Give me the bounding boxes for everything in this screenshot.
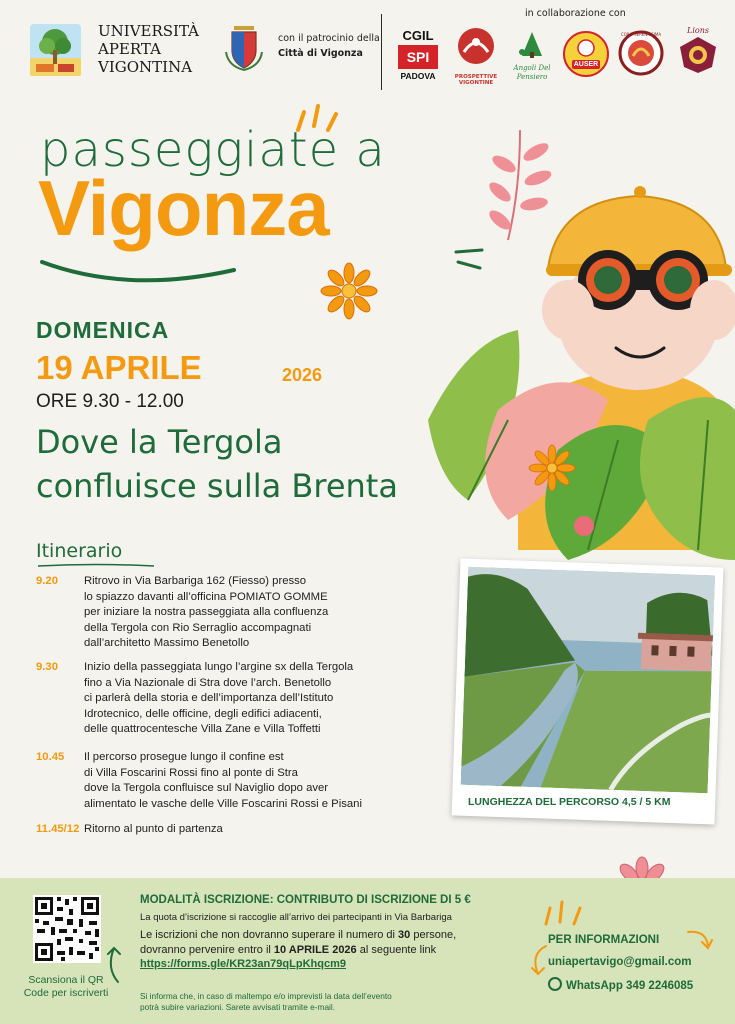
info-sparkle-decoration — [540, 900, 586, 928]
itinerary-item — [36, 660, 456, 740]
explorer-with-binoculars-illustration — [408, 120, 735, 580]
orange-flower-icon — [320, 262, 378, 320]
itinerary-item — [36, 750, 456, 814]
lions-label: Lions — [687, 26, 709, 35]
river-landscape-image — [461, 567, 715, 793]
university-name-line: APERTA — [98, 40, 161, 58]
registration-text: al seguente link — [356, 944, 437, 956]
title-underline-swoosh — [38, 256, 238, 292]
prospettive-vigontine-emblem-icon — [446, 26, 506, 70]
registration-body — [140, 928, 520, 958]
university-name-line: UNIVERSITÀ — [98, 22, 199, 40]
itinerary-item — [36, 822, 456, 840]
prospettive-vigontine-logo — [446, 26, 506, 88]
whatsapp-icon — [548, 977, 562, 991]
info-title: PER INFORMAZIONI — [548, 934, 660, 946]
patronage-line: con il patrocinio della — [278, 33, 380, 44]
event-subtitle — [36, 420, 398, 508]
university-name — [98, 22, 199, 76]
event-time: ORE 9.30 - 12.00 — [36, 391, 184, 412]
river-photo — [461, 567, 715, 793]
itinerary-text: Il percorso prosegue lungo il confine est di Villa Foscarini Rossi fino al ponte di Stra dove la Tergola confluisce sul Naviglio dopo aver alimentato le vasche delle Ville Foscarini Rossi e Pisani — [84, 751, 362, 810]
patronage-text — [278, 31, 380, 61]
vigonza-coat-of-arms-icon — [222, 22, 266, 72]
route-length-caption: LUNGHEZZA DEL PERCORSO 4,5 / 5 KM — [468, 796, 671, 808]
registration-body-line-2 — [140, 943, 520, 958]
prospettive-vigontine-label: PROSPETTIVE VIGONTINE — [454, 74, 498, 86]
registration-body-line-1 — [140, 928, 520, 943]
angoli-del-pensiero-tree-icon — [512, 28, 552, 60]
title-line-2: Vigonza — [38, 164, 329, 252]
registration-note: La quota d’iscrizione si raccoglie all’arrivo dei partecipanti in Via Barbariga — [140, 912, 452, 923]
registration-qr-code[interactable] — [33, 895, 101, 963]
info-curve-arrow-icon — [528, 944, 550, 978]
itinerary-text: Ritorno al punto di partenza — [84, 823, 223, 835]
event-subtitle-line: Dove la Tergola — [36, 423, 283, 461]
spi-label: SPI — [398, 45, 438, 69]
river-photo-frame — [452, 558, 724, 824]
title-line-1: passeggiate a — [40, 122, 386, 178]
event-date: 19 APRILE — [36, 349, 202, 386]
itinerary-item — [36, 574, 456, 654]
university-name-line: VIGONTINA — [98, 58, 193, 76]
whatsapp-number: WhatsApp 349 2246085 — [566, 980, 694, 992]
itinerary-text: Ritrovo in Via Barbariga 162 (Fiesso) presso lo spiazzo davanti all’officina POMIATO GOMME per iniziare la nostra passeggiata alla confluenza della Tergola con Rio Serraglio accompagnati dall’architetto Massimo Benetollo — [84, 575, 329, 650]
itinerary-text: Inizio della passeggiata lungo l’argine sx della Tergola fino a Via Nazionale di Stra dove l’arch. Benetollo ci parlerà della storia e dell’importanza dell’Istituto Idrotecnico, delle officine, degli edifici adiacenti, delle quattrocentesche Villa Zane e Villa Toffetti — [84, 661, 354, 736]
registration-title: MODALITÀ ISCRIZIONE: CONTRIBUTO DI ISCRIZIONE DI 5 € — [140, 894, 471, 906]
registration-text: dovranno pervenire entro il — [140, 944, 274, 956]
info-whatsapp[interactable] — [548, 977, 693, 992]
patronage-city: Città di Vigonza — [278, 48, 363, 59]
university-logo-tree-icon — [28, 22, 83, 78]
weather-notice-line: potrà subire variazioni. Sarete avvisati tramite e-mail. — [140, 1002, 336, 1012]
angoli-del-pensiero-logo — [512, 28, 552, 88]
itinerary-time: 10.45 — [36, 751, 65, 763]
event-year: 2026 — [282, 365, 323, 385]
registration-text: Le iscrizioni che non dovranno superare il numero di — [140, 929, 399, 941]
auser-emblem-icon — [562, 30, 610, 78]
event-subtitle-line: confluisce sulla Brenta — [36, 467, 398, 505]
itinerary-time: 9.20 — [36, 575, 58, 587]
qr-code-label: Scansiona il QR Code per iscriverti — [23, 974, 109, 999]
registration-deadline: 10 APRILE 2026 — [273, 944, 357, 956]
info-email-link[interactable]: uniapertavigo@gmail.com — [548, 956, 692, 968]
coro-serenissima-label: CORO SERENISSIMA — [620, 32, 662, 37]
auser-label: AUSER — [573, 61, 599, 68]
padova-label: PADOVA — [400, 71, 436, 81]
coro-serenissima-logo — [618, 30, 664, 76]
weather-notice-line: Si informa che, in caso di maltempo e/o imprevisti la data dell’evento — [140, 991, 392, 1001]
collaboration-label: in collaborazione con — [525, 8, 626, 19]
lions-emblem-icon — [676, 35, 720, 75]
itinerary-time: 11.45/12 — [36, 823, 80, 835]
angoli-del-pensiero-label: Angoli Del Pensiero — [513, 64, 551, 81]
itinerary-title-underline — [36, 562, 156, 570]
registration-form-link[interactable]: https://forms.gle/KR23an79qLpKhqcm9 — [140, 958, 346, 970]
registration-text: persone, — [410, 929, 457, 941]
registration-max-participants: 30 — [398, 929, 411, 941]
cgil-spi-logo — [398, 28, 438, 90]
header-divider — [381, 14, 382, 90]
lions-club-logo — [676, 26, 720, 78]
itinerary-title: Itinerario — [36, 540, 123, 562]
weather-notice — [140, 991, 510, 1013]
auser-logo — [562, 30, 610, 78]
itinerary-time: 9.30 — [36, 661, 58, 673]
cgil-label: CGIL — [402, 28, 434, 43]
event-day: DOMENICA — [36, 317, 170, 343]
info-arrow-icon — [686, 928, 714, 952]
